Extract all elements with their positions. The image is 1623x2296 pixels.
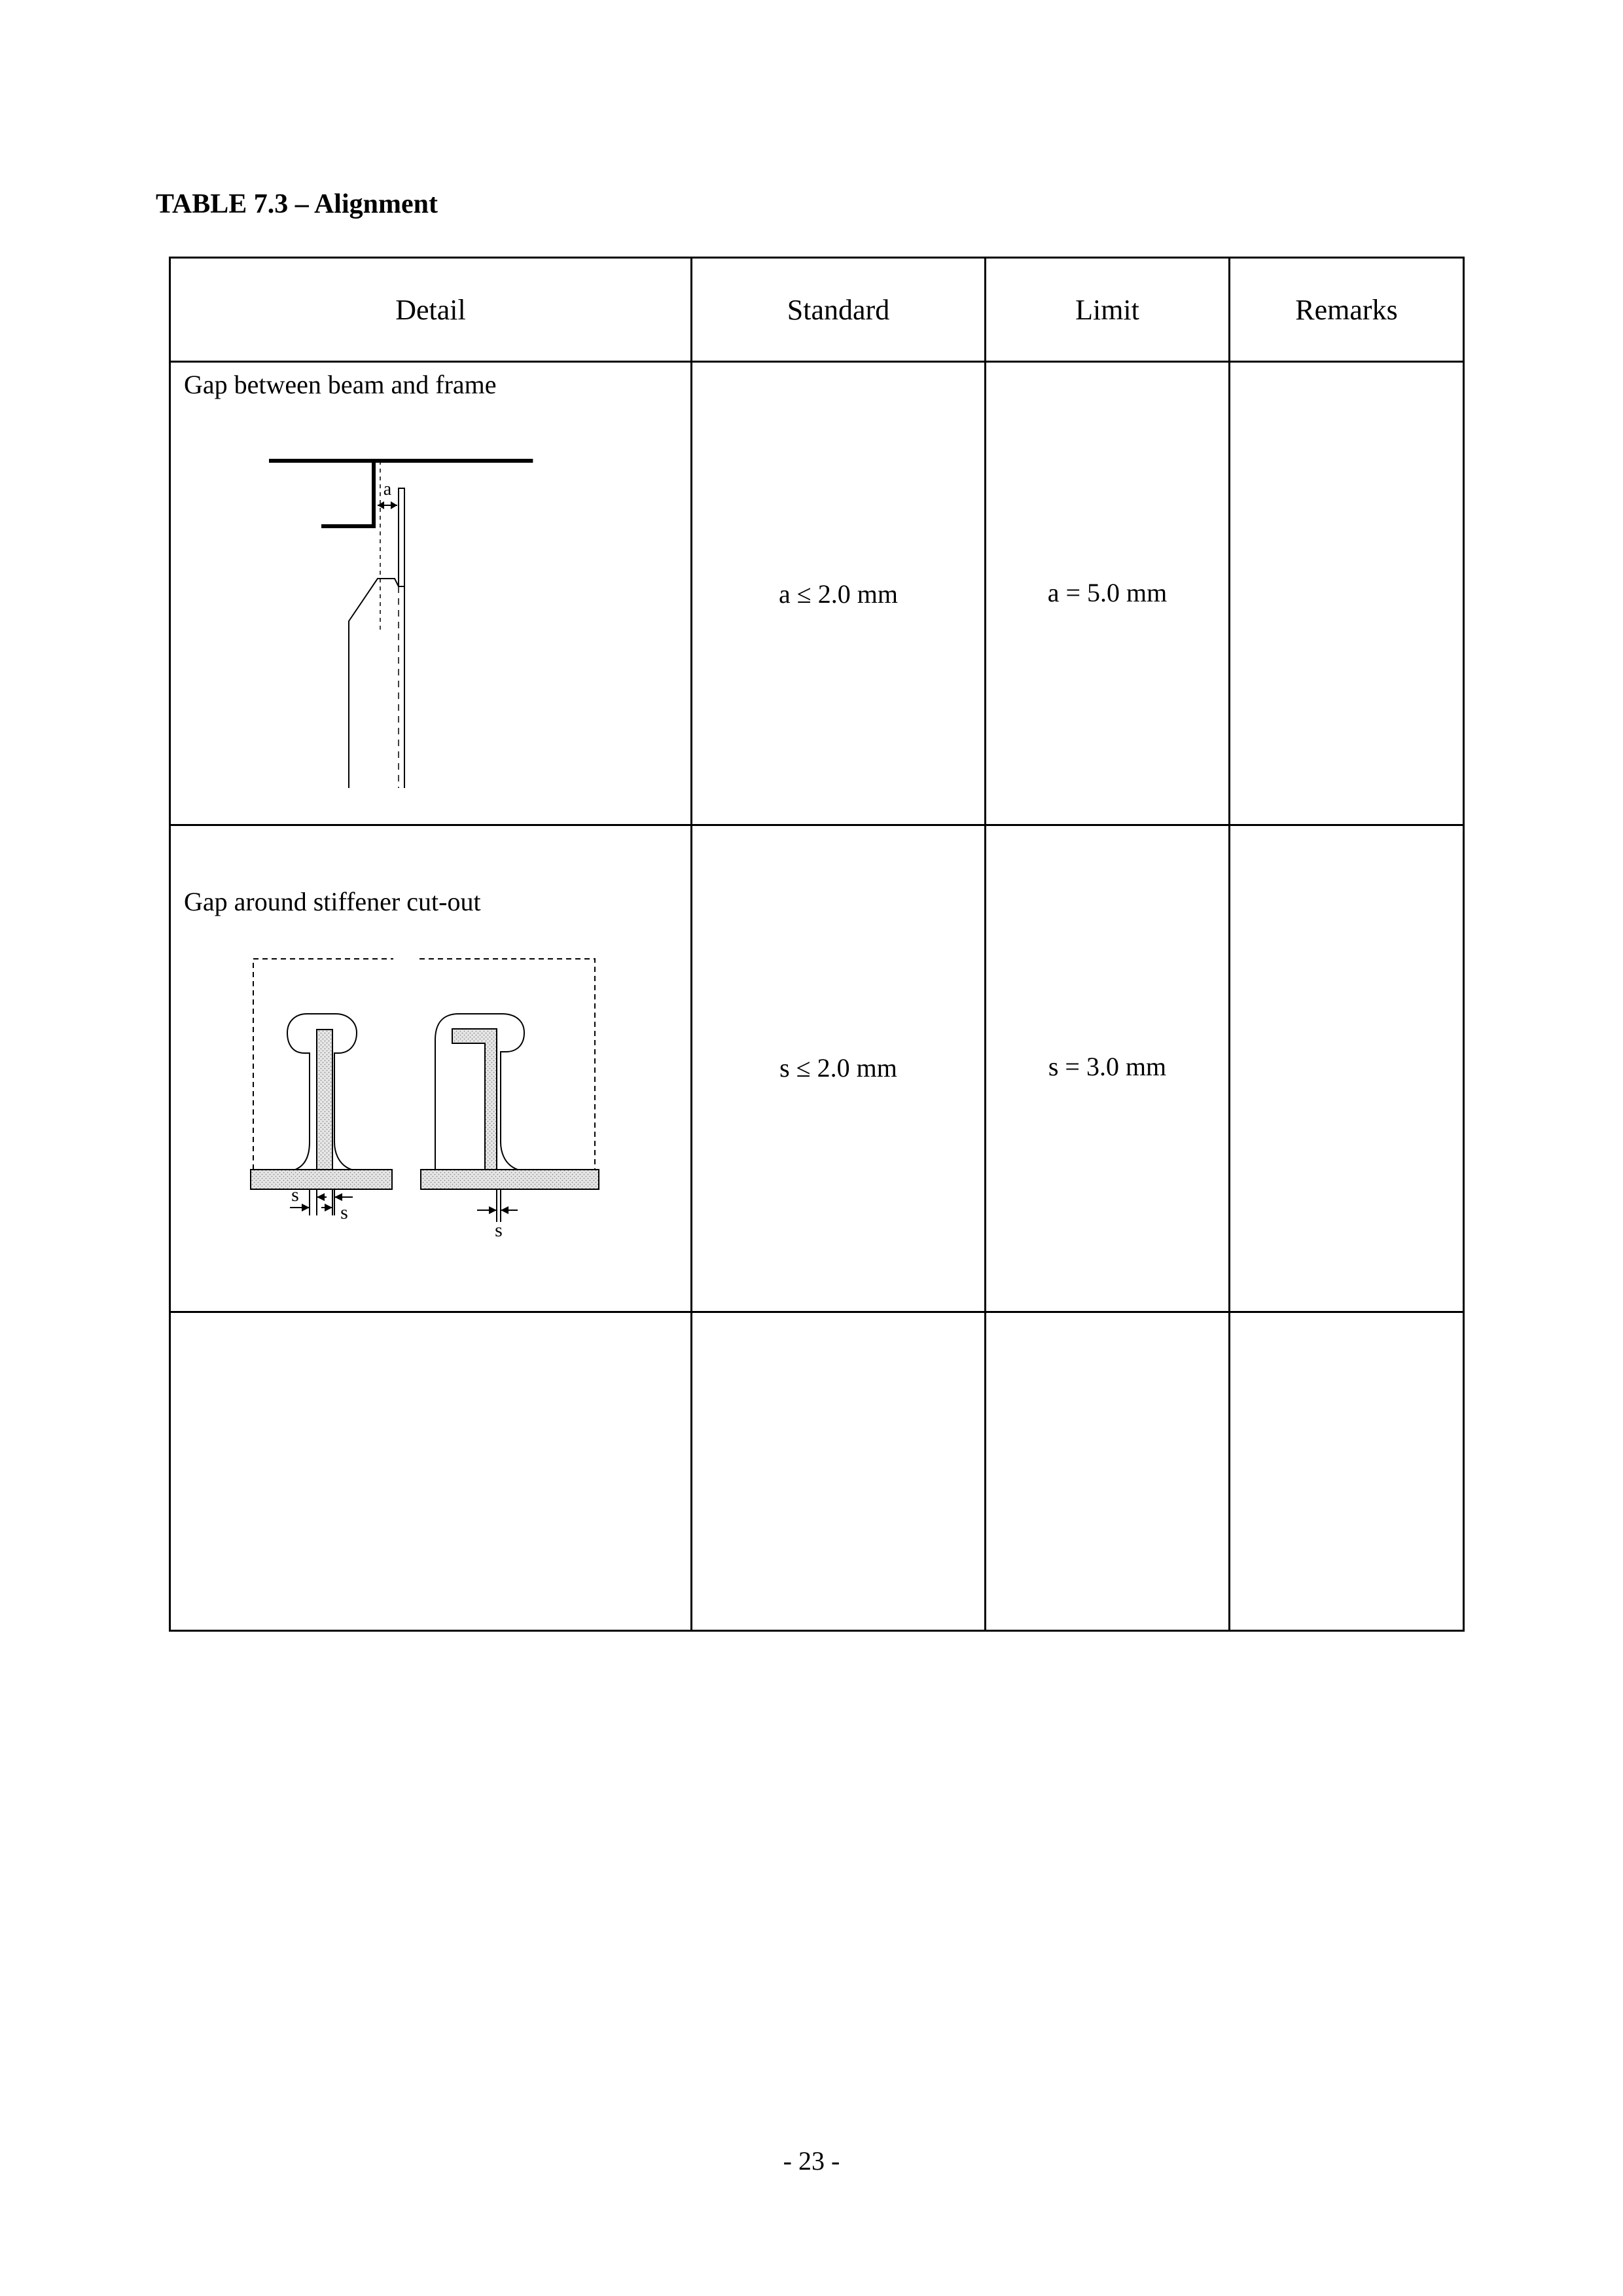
detail-label: Gap around stiffener cut-out (184, 887, 481, 916)
gap-label-s-left: s (291, 1184, 299, 1206)
remarks-cell (1230, 825, 1464, 1312)
table-row (170, 825, 1464, 1312)
remarks-cell (1230, 362, 1464, 825)
detail-cell (170, 362, 692, 825)
remarks-cell (1230, 1312, 1464, 1631)
limit-cell (986, 362, 1230, 825)
page-title: TABLE 7.3 – Alignment (156, 189, 438, 219)
detail-cell (170, 1312, 692, 1631)
detail-cell (170, 825, 692, 1312)
standard-cell (692, 362, 986, 825)
limit-value: a = 5.0 mm (1047, 578, 1168, 607)
alignment-table-container (169, 257, 1463, 1622)
page-number: - 23 - (783, 2146, 840, 2176)
gap-label-s-right: s (495, 1219, 503, 1241)
alignment-table (169, 257, 1465, 1632)
detail-label: Gap between beam and frame (184, 370, 497, 399)
gap-label-s-middle: s (340, 1202, 348, 1223)
stiffener-cutout-diagram-icon (249, 954, 616, 1261)
standard-value: a ≤ 2.0 mm (779, 579, 898, 609)
header-limit: Limit (986, 258, 1230, 362)
standard-cell (692, 1312, 986, 1631)
table-row (170, 362, 1464, 825)
header-remarks: Remarks (1230, 258, 1464, 362)
standard-value: s ≤ 2.0 mm (779, 1053, 897, 1083)
standard-cell (692, 825, 986, 1312)
gap-label-a: a (383, 479, 392, 499)
limit-value: s = 3.0 mm (1048, 1052, 1167, 1081)
limit-cell (986, 825, 1230, 1312)
beam-frame-gap-diagram-icon (269, 422, 544, 788)
table-row (170, 1312, 1464, 1631)
limit-cell (986, 1312, 1230, 1631)
table-header-row (170, 258, 1464, 362)
header-standard: Standard (692, 258, 986, 362)
header-detail: Detail (170, 258, 692, 362)
